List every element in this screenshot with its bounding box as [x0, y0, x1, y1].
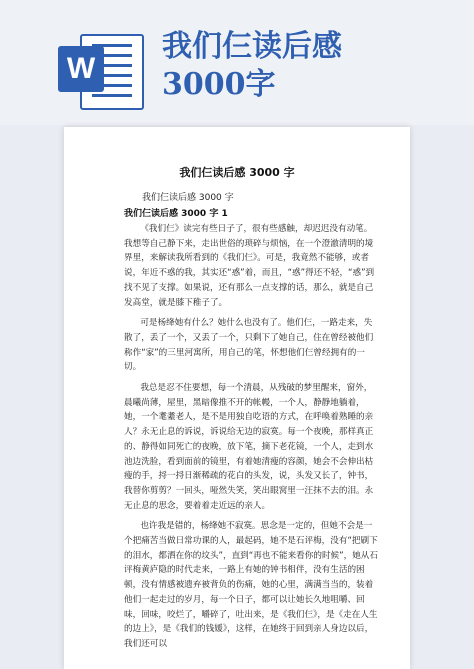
paragraph: 也许我是错的，杨绛她不寂寞。思念是一定的，但她不会是一个把痛苦当做日常功课的人，最起码，她不是石评梅，没有“把刷下的泪水，都洒在你的坟头”，直到“再也不能来看你的时候”，她从石评梅黄庐隐的时代走来，一路上有她的钟书相伴，没有生活的困顿，没有情感被遗弃被背负的伤痛，她的心里，满满当当的，装着他们一起走过的岁月，每一个日子，都可以让她长久地咀嚼、回味，回味，咬烂了，嚼碎了，吐出来，是《我们仨》，是《走在人生的边上》，是《我们的钱媛》，这样，在她终于回到亲人身边以后，我们还可以 — [124, 521, 378, 649]
word-logo-letter: W — [58, 46, 104, 92]
word-line — [92, 94, 132, 97]
document-page — [64, 127, 410, 669]
paragraph: 我总是忍不住要想，每一个清晨，从残破的梦里醒来，窗外，晨曦尚薄，屋里，黑暗像推不开的帐幔，一个人，静静地躺着，她，一个耄耋老人，是不是用独自吃语的方式，在呼唤着熟睡的亲人？永无止息的诉说，诉说给无边的寂寞。每一个夜晚，那样真正的、静得如同死亡的夜晚，放下笔，摘下老花镜，一个人，走到水池边洗脸，看到面前的镜里，有着她清瘦的容颜，她会不会伸出枯瘦的手，捋一捋日渐稀疏的花白的头发，说，头发又长了，钟书，我替你剪剪？一回头，哑然失笑，笑出眼窝里一汪抹不去的泪。永无止息的思念，要着着走近远的亲人。 — [124, 383, 374, 511]
paragraph: 《我们仨》读完有些日子了，很有些感触，却迟迟没有动笔。我想等自己静下来，走出世俗的琐碎与烦恼，在一个澄澈清明的境界里，来解读我所看到的《我们仨》。可是，我竟然不能够，或者说，年近不惑的我，其实还“惑”着，而且，“惑”得还不轻，“惑”到找不见了支撑。如果说，还有那么一点支撑的话，那么，就是自己发高堂，就是膝下稚子了。 — [124, 224, 375, 308]
document-subtitle: 我们仨读后感 3000 字 — [142, 193, 234, 203]
paragraph: 可是杨绛她有什么？她什么也没有了。他们仨，一路走来，失散了，丢了一个，又丢了一个，只剩下了她自己，住在曾经被他们称作“家”的三里河寓所，用自己的笔，怀想他们仨曾经拥有的一切。 — [124, 318, 374, 373]
word-document-icon — [58, 30, 144, 110]
document-title: 我们仨读后感 3000 字 — [179, 166, 295, 179]
document-body — [124, 222, 380, 658]
banner — [0, 0, 474, 125]
banner-title: 我们仨读后感3000字 — [162, 29, 342, 102]
section-heading: 我们仨读后感 3000 字 1 — [124, 209, 228, 219]
